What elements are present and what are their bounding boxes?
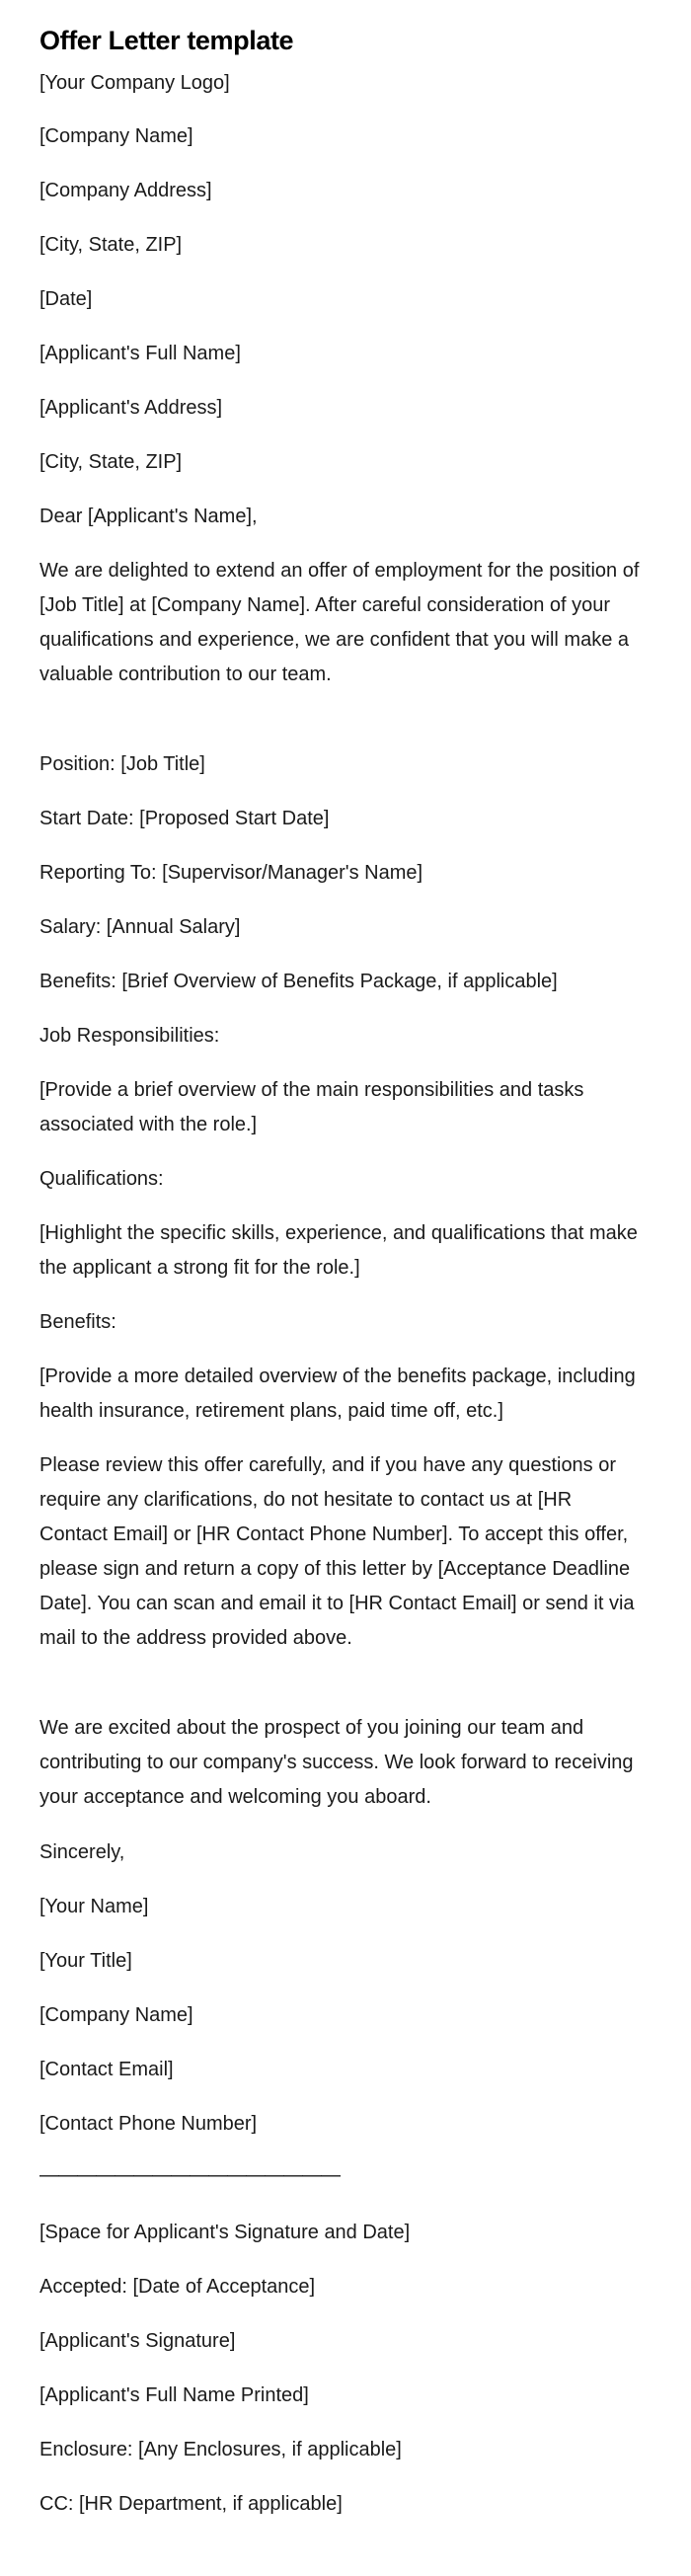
company-name: [Company Name]	[39, 125, 193, 147]
intro-paragraph: We are delighted to extend an offer of employment for the position of [Job Title] at [Company Name]. After careful consideration of your qualifications and experience, we are confident that you will make a valuable contribution to our team.	[39, 560, 640, 685]
accepted-date: Accepted: [Date of Acceptance]	[39, 2276, 316, 2298]
applicant-name-printed: [Applicant's Full Name Printed]	[39, 2384, 309, 2406]
separator-line: ————————————————	[39, 2164, 340, 2186]
company-city-state-zip: [City, State, ZIP]	[39, 234, 183, 256]
applicant-city-state-zip: [City, State, ZIP]	[39, 451, 183, 473]
detail-benefits: Benefits: [Brief Overview of Benefits Package, if applicable]	[39, 971, 558, 992]
company-address: [Company Address]	[39, 180, 212, 201]
benefits-text: [Provide a more detailed overview of the benefits package, including health insurance, retirement plans, paid time off, etc.]	[39, 1366, 636, 1422]
enclosure-line: Enclosure: [Any Enclosures, if applicable]	[39, 2439, 402, 2460]
applicant-address: [Applicant's Address]	[39, 397, 223, 419]
signoff-name: [Your Name]	[39, 1896, 149, 1917]
signoff-closing: Sincerely,	[39, 1841, 125, 1863]
applicant-signature-space: [Space for Applicant's Signature and Date]	[39, 2222, 411, 2243]
detail-start-date: Start Date: [Proposed Start Date]	[39, 808, 330, 829]
review-paragraph: Please review this offer carefully, and if you have any questions or require any clarifications, do not hesitate to contact us at [HR Contact Email] or [HR Contact Phone Number]. To accept this offer, please sign and return a copy of this letter by [Acceptance Deadline Date]. You can scan and email it to [HR Contact Email] or send it via mail to the address provided above.	[39, 1454, 635, 1649]
signoff-title: [Your Title]	[39, 1950, 132, 1972]
closing-paragraph: We are excited about the prospect of you joining our team and contributing to our company's success. We look forward to receiving your acceptance and welcoming you aboard.	[39, 1717, 634, 1808]
applicant-signature: [Applicant's Signature]	[39, 2330, 236, 2352]
document-title: Offer Letter template	[39, 26, 294, 55]
letter-date: [Date]	[39, 288, 93, 310]
detail-salary: Salary: [Annual Salary]	[39, 916, 241, 938]
applicant-full-name: [Applicant's Full Name]	[39, 343, 241, 364]
qualifications-text: [Highlight the specific skills, experience, and qualifications that make the applicant a strong fit for the role.]	[39, 1222, 638, 1279]
responsibilities-heading: Job Responsibilities:	[39, 1025, 220, 1047]
detail-position: Position: [Job Title]	[39, 753, 205, 775]
responsibilities-text: [Provide a brief overview of the main responsibilities and tasks associated with the role.]	[39, 1079, 584, 1135]
salutation: Dear [Applicant's Name],	[39, 506, 258, 527]
company-logo-placeholder: [Your Company Logo]	[39, 72, 230, 94]
cc-line: CC: [HR Department, if applicable]	[39, 2493, 343, 2515]
qualifications-heading: Qualifications:	[39, 1168, 164, 1190]
signoff-email: [Contact Email]	[39, 2059, 174, 2080]
benefits-heading: Benefits:	[39, 1311, 116, 1333]
signoff-company: [Company Name]	[39, 2004, 193, 2026]
signoff-phone: [Contact Phone Number]	[39, 2113, 258, 2135]
detail-reporting-to: Reporting To: [Supervisor/Manager's Name]	[39, 862, 423, 884]
